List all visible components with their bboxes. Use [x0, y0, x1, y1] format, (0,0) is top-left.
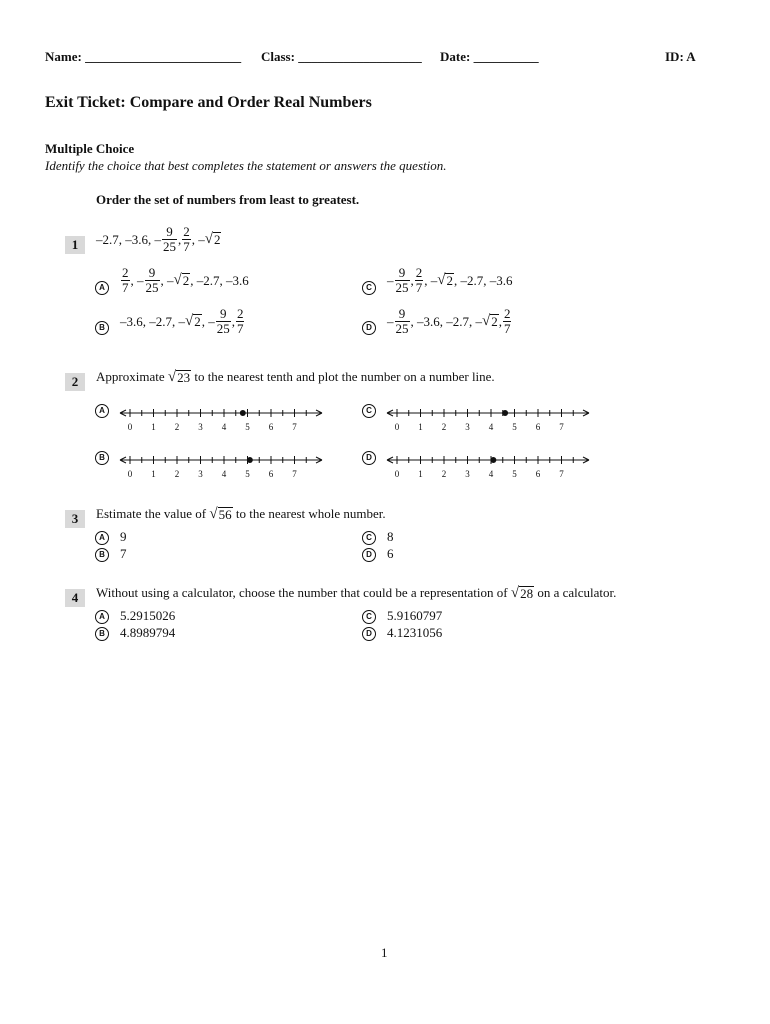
question-number-3: 3: [65, 510, 85, 528]
q1-lead: –2.7, –3.6, –: [96, 231, 161, 247]
q1-choice-b[interactable]: –3.6, –2.7, – √ 2 , – $\frac{9}{25}$ , $\frac{2}{7}$: [120, 306, 244, 336]
tick-label: 1: [418, 422, 423, 432]
q3-choice-b[interactable]: 7: [120, 546, 127, 561]
question-2-text: Approximate √ 23 to the nearest tenth and plot the number on a number line.: [96, 368, 495, 385]
q3-choice-c[interactable]: 8: [387, 529, 394, 544]
tick-label: 7: [559, 422, 564, 432]
question-number-4: 4: [65, 589, 85, 607]
tick-label: 1: [418, 469, 423, 479]
tick-label: 4: [221, 422, 227, 432]
page-number: 1: [381, 945, 388, 960]
fraction-9-25: $\frac{9}{25}$: [163, 224, 176, 254]
page-title: Exit Ticket: Compare and Order Real Numbers: [45, 94, 372, 111]
plotted-point: [240, 410, 246, 416]
q3-choice-a[interactable]: 9: [120, 529, 127, 544]
number-line-c[interactable]: [385, 405, 593, 435]
q4-choice-d[interactable]: 4.1231056: [387, 625, 443, 640]
tick-label: 7: [559, 469, 564, 479]
q4-choice-a[interactable]: 5.2915026: [120, 608, 176, 623]
fraction-2-7: $\frac{2}{7}$: [183, 224, 190, 254]
tick-label: 2: [174, 422, 180, 432]
class-field: [261, 49, 422, 65]
section-heading: Multiple Choice: [45, 141, 135, 156]
choice-c-radio[interactable]: C: [362, 404, 376, 418]
tick-label: 2: [174, 469, 180, 479]
question-3-text: Estimate the value of √ 56 to the nearest whole number.: [96, 505, 386, 522]
plotted-point: [490, 457, 496, 463]
tick-label: 3: [198, 469, 203, 479]
class-label: Class:: [261, 49, 295, 64]
plotted-point: [247, 457, 253, 463]
number-line-d[interactable]: [385, 452, 593, 482]
tick-label: 5: [512, 469, 517, 479]
q4-choice-b[interactable]: 4.8989794: [120, 625, 176, 640]
tick-label: 5: [245, 422, 250, 432]
choice-a-radio[interactable]: A: [95, 531, 109, 545]
tick-label: 2: [441, 469, 447, 479]
tick-label: 4: [488, 469, 494, 479]
choice-b-radio[interactable]: B: [95, 451, 109, 465]
tick-label: 6: [535, 422, 541, 432]
tick-label: 5: [245, 469, 250, 479]
q4-choice-c[interactable]: 5.9160797: [387, 608, 443, 623]
tick-label: 4: [221, 469, 227, 479]
tick-label: 3: [198, 422, 203, 432]
choice-c-radio[interactable]: C: [362, 281, 376, 295]
q1-choice-d[interactable]: – $\frac{9}{25}$ , –3.6, –2.7, – √ 2 , $\frac{2}{7}$: [387, 306, 511, 336]
plotted-point: [502, 410, 508, 416]
question-prompt: Order the set of numbers from least to greatest.: [96, 192, 360, 207]
choice-d-radio[interactable]: D: [362, 451, 376, 465]
name-field: [45, 49, 241, 65]
q1-choice-a[interactable]: $\frac{2}{7}$ , – $\frac{9}{25}$ , – √ 2 , –2.7, –3.6: [122, 265, 249, 295]
choice-b-radio[interactable]: B: [95, 627, 109, 641]
number-line-a[interactable]: [118, 405, 326, 435]
choice-c-radio[interactable]: C: [362, 610, 376, 624]
q3-choice-d[interactable]: 6: [387, 546, 394, 561]
tick-label: 3: [465, 422, 470, 432]
choice-b-radio[interactable]: B: [95, 321, 109, 335]
question-number-1: 1: [65, 236, 85, 254]
question-4-text: Without using a calculator, choose the number that could be a representation of √ 28 on a calculator.: [96, 584, 617, 601]
tick-label: 0: [394, 422, 400, 432]
tick-label: 0: [394, 469, 400, 479]
tick-label: 1: [151, 469, 156, 479]
date-field: [440, 49, 539, 65]
tick-label: 5: [512, 422, 517, 432]
question-1-numbers: –2.7, –3.6, – $\frac{9}{25}$ , $\frac{2}{7}$ , – √ 2: [96, 224, 221, 254]
tick-label: 7: [292, 422, 297, 432]
choice-a-radio[interactable]: A: [95, 404, 109, 418]
choice-d-radio[interactable]: D: [362, 627, 376, 641]
id-label: ID: A: [665, 49, 696, 64]
tick-label: 0: [127, 422, 133, 432]
choice-d-radio[interactable]: D: [362, 548, 376, 562]
tick-label: 1: [151, 422, 156, 432]
tick-label: 2: [441, 422, 447, 432]
choice-a-radio[interactable]: A: [95, 281, 109, 295]
name-blank: ________________________: [85, 49, 242, 64]
choice-d-radio[interactable]: D: [362, 321, 376, 335]
tick-label: 4: [488, 422, 494, 432]
instructions: Identify the choice that best completes the statement or answers the question.: [45, 158, 447, 173]
question-number-2: 2: [65, 373, 85, 391]
tick-label: 3: [465, 469, 470, 479]
class-blank: ___________________: [298, 49, 422, 64]
date-blank: __________: [473, 49, 539, 64]
q1-choice-c[interactable]: – $\frac{9}{25}$ , $\frac{2}{7}$ , – √ 2 , –2.7, –3.6: [387, 265, 513, 295]
choice-b-radio[interactable]: B: [95, 548, 109, 562]
name-label: Name:: [45, 49, 82, 64]
tick-label: 7: [292, 469, 297, 479]
tick-label: 6: [268, 422, 274, 432]
tick-label: 6: [535, 469, 541, 479]
date-label: Date:: [440, 49, 471, 64]
number-line-b[interactable]: [118, 452, 326, 482]
tick-label: 6: [268, 469, 274, 479]
choice-c-radio[interactable]: C: [362, 531, 376, 545]
tick-label: 0: [127, 469, 133, 479]
choice-a-radio[interactable]: A: [95, 610, 109, 624]
square-root: √ 2: [204, 231, 221, 247]
